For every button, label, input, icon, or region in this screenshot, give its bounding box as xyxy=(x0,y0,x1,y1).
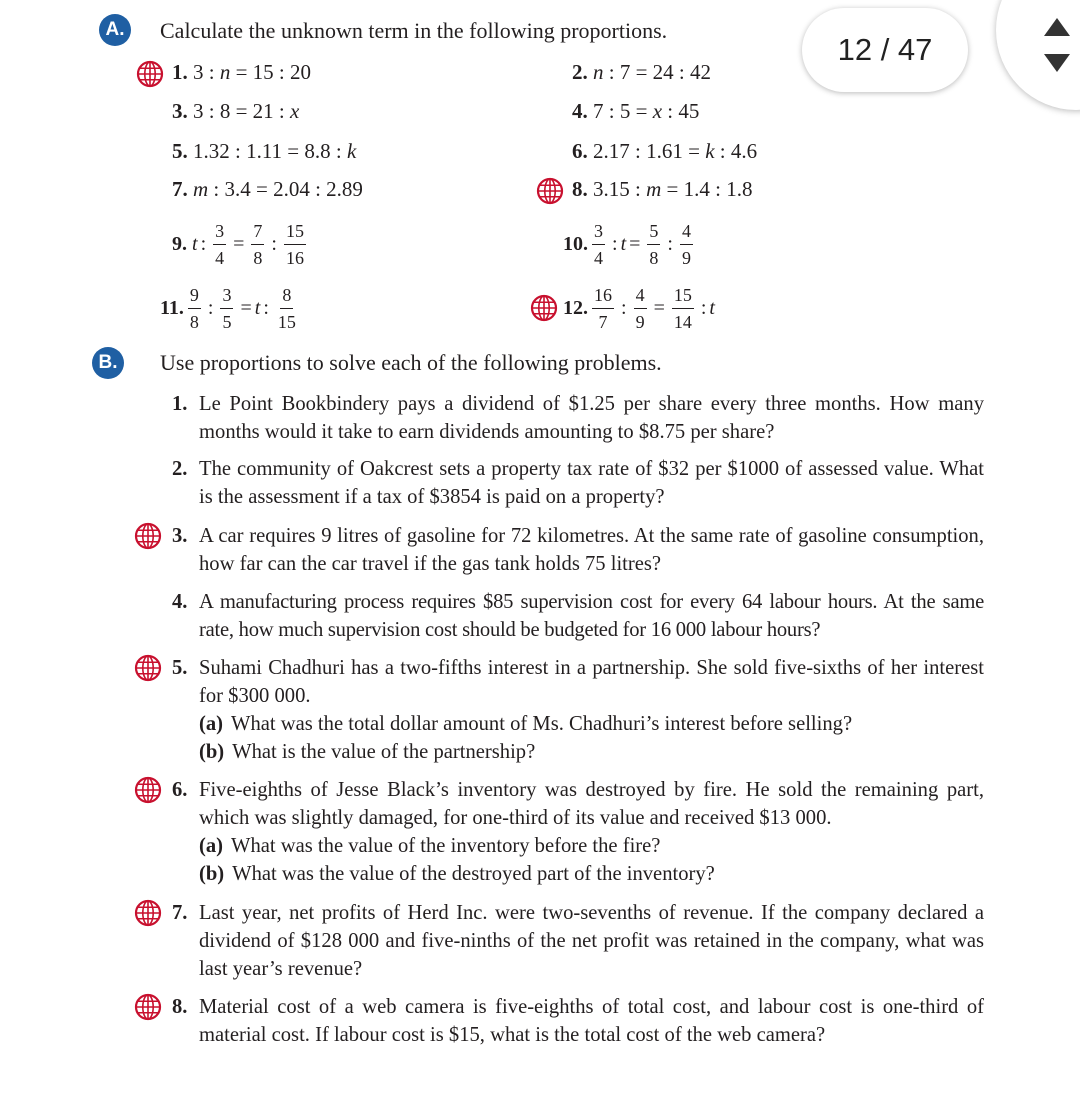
proportion-problem-12: 12. $\frac{16}{7}$ : $\frac{4}{9}$ = $\frac{15}{14}$ : t xyxy=(563,284,715,332)
globe-icon[interactable] xyxy=(134,993,162,1021)
word-problem-2: 2. The community of Oakcrest sets a property tax rate of $32 per $1000 of assessed value. What is the assessment if a tax of $3854 is paid on a property? xyxy=(172,458,984,508)
globe-icon[interactable] xyxy=(136,60,164,88)
globe-icon[interactable] xyxy=(134,654,162,682)
proportion-problem-11: 11. $\frac{9}{8}$ : $\frac{3}{5}$ = t : $\frac{8}{15}$ xyxy=(160,284,296,332)
proportion-problem-2: 2. n : 7 = 24 : 42 xyxy=(572,60,712,84)
proportion-problem-9: 9. t : $\frac{3}{4}$ = $\frac{7}{8}$ : $\frac{15}{16}$ xyxy=(172,220,304,268)
globe-icon[interactable] xyxy=(536,177,564,205)
word-problem-5-part-a: (a) What was the total dollar amount of Ms. Chadhuri’s interest before selling? xyxy=(199,713,853,735)
word-problem-5: 5. Suhami Chadhuri has a two-fifths interest in a partnership. She sold five-sixths of her interest for $300 000. (a) What was the total dollar amount of Ms. Chadhuri’s interest before selling? (b) What is the value of the partnership? xyxy=(172,654,984,766)
globe-icon[interactable] xyxy=(134,776,162,804)
proportion-problem-5: 5. 1.32 : 1.11 = 8.8 : k xyxy=(172,139,357,163)
word-problem-3: 3. A car requires 9 litres of gasoline for 72 kilometres. At the same rate of gasoline consumption, how far can the car travel if the gas tank holds 75 litres? xyxy=(172,525,984,575)
section-a-badge: A. xyxy=(99,14,131,46)
proportion-problem-1: 1. 3 : n = 15 : 20 xyxy=(172,60,312,84)
triangle-up-icon[interactable] xyxy=(1042,16,1072,38)
section-a-instruction: Calculate the unknown term in the following proportions. xyxy=(160,18,668,43)
word-problem-4: 4. A manufacturing process requires $85 supervision cost for every 64 labour hours. At the same rate, how much supervision cost should be budgeted for 16 000 labour hours? xyxy=(172,591,984,641)
globe-icon[interactable] xyxy=(134,899,162,927)
word-problem-5-part-b: (b) What is the value of the partnership? xyxy=(199,741,536,763)
word-problem-8: 8. Material cost of a web camera is five-eighths of total cost, and labour cost is one-third of material cost. If labour cost is $15, what is the total cost of the web camera? xyxy=(172,996,984,1046)
proportion-problem-10: 10. $\frac{3}{4}$ : t = $\frac{5}{8}$ : $\frac{4}{9}$ xyxy=(563,220,691,268)
word-problem-6-part-b: (b) What was the value of the destroyed part of the inventory? xyxy=(199,863,715,885)
word-problem-6: 6. Five-eighths of Jesse Black’s inventory was destroyed by fire. He sold the remaining part, which was slightly damaged, for one-third of its value and received $13 000. (a) What was the value of the inventory before the fire? (b) What was the value of the destroyed part of the inventory? xyxy=(172,776,984,888)
word-problem-1: 1. Le Point Bookbindery pays a dividend of $1.25 per share every three months. How many months would it take to earn dividends amounting to $8.75 per share? xyxy=(172,393,984,443)
proportion-problem-6: 6. 2.17 : 1.61 = k : 4.6 xyxy=(572,139,758,163)
word-problem-6-part-a: (a) What was the value of the inventory before the fire? xyxy=(199,835,661,857)
word-problem-7: 7. Last year, net profits of Herd Inc. were two-sevenths of revenue. If the company declared a dividend of $128 000 and five-ninths of the net profit was retained in the company, what was last year’s revenue? xyxy=(172,902,984,980)
scroll-control[interactable] xyxy=(996,0,1080,110)
globe-icon[interactable] xyxy=(530,294,558,322)
proportion-problem-4: 4. 7 : 5 = x : 45 xyxy=(572,99,700,123)
globe-icon[interactable] xyxy=(134,522,162,550)
proportion-problem-8: 8. 3.15 : m = 1.4 : 1.8 xyxy=(572,177,753,201)
triangle-down-icon[interactable] xyxy=(1042,52,1072,74)
proportion-problem-3: 3. 3 : 8 = 21 : x xyxy=(172,99,300,123)
proportion-problem-7: 7. m : 3.4 = 2.04 : 2.89 xyxy=(172,177,363,201)
section-b-badge: B. xyxy=(92,347,124,379)
page-indicator: 12 / 47 xyxy=(802,8,968,92)
section-b-instruction: Use proportions to solve each of the following problems. xyxy=(160,350,662,375)
